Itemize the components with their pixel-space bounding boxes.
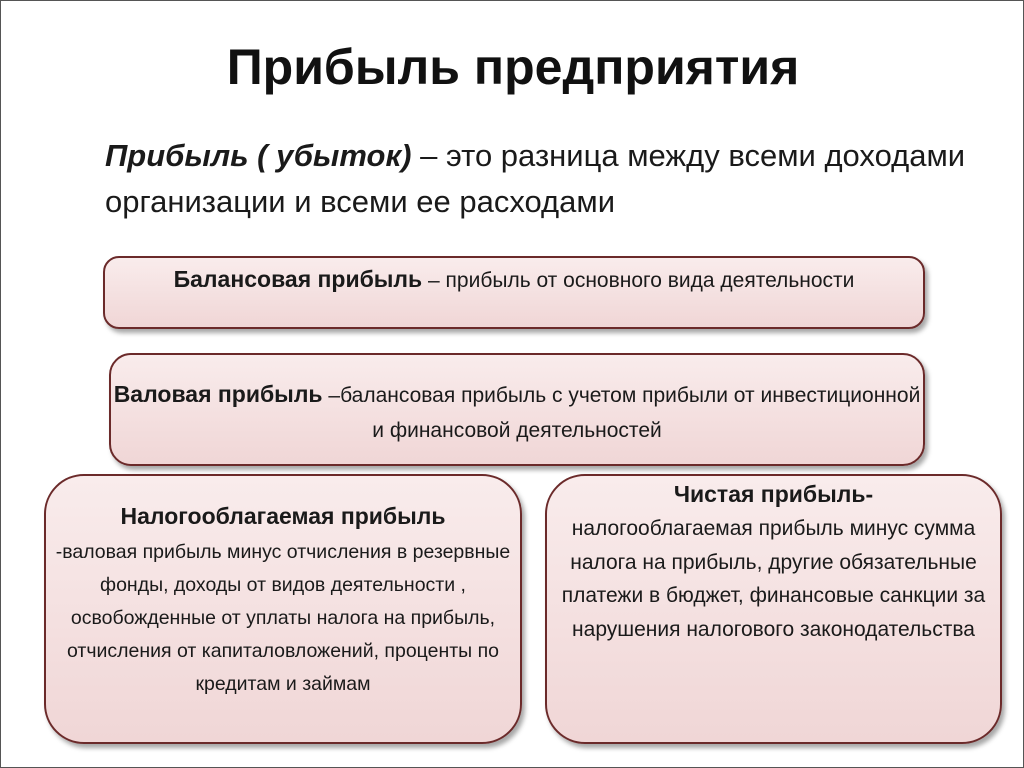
balance-profit-text: – прибыль от основного вида деятельности [422, 269, 855, 292]
net-profit-box [545, 474, 1002, 744]
definition-text: – это разница между всеми доходами организации и всеми ее расходами [105, 138, 966, 219]
balance-profit-box [103, 256, 925, 329]
slide-title: Прибыль предприятия [226, 39, 800, 95]
gross-profit-box [109, 353, 925, 466]
net-profit-text: налогооблагаемая прибыль минус сумма налога на прибыль, другие обязательные платежи в бюджет, финансовые санкции за нарушения налогового законодательства [561, 517, 986, 641]
balance-profit-heading: Балансовая прибыль [173, 266, 423, 292]
taxable-profit-heading: Налогооблагаемая прибыль [120, 503, 446, 529]
taxable-profit-text: -валовая прибыль минус отчисления в резервные фонды, доходы от видов деятельности , освобожденные от уплаты налога на прибыль, отчисления от капиталовложений, проценты по кредитам и займам [55, 541, 511, 695]
gross-profit-heading: Валовая прибыль [113, 381, 323, 407]
definition-term: Прибыль ( убыток) [105, 138, 412, 173]
net-profit-heading: Чистая прибыль- [673, 481, 874, 507]
gross-profit-text: –балансовая прибыль с учетом прибыли от инвестиционной и финансовой деятельностей [322, 384, 921, 442]
taxable-profit-box [44, 474, 522, 744]
profit-definition [105, 133, 985, 225]
